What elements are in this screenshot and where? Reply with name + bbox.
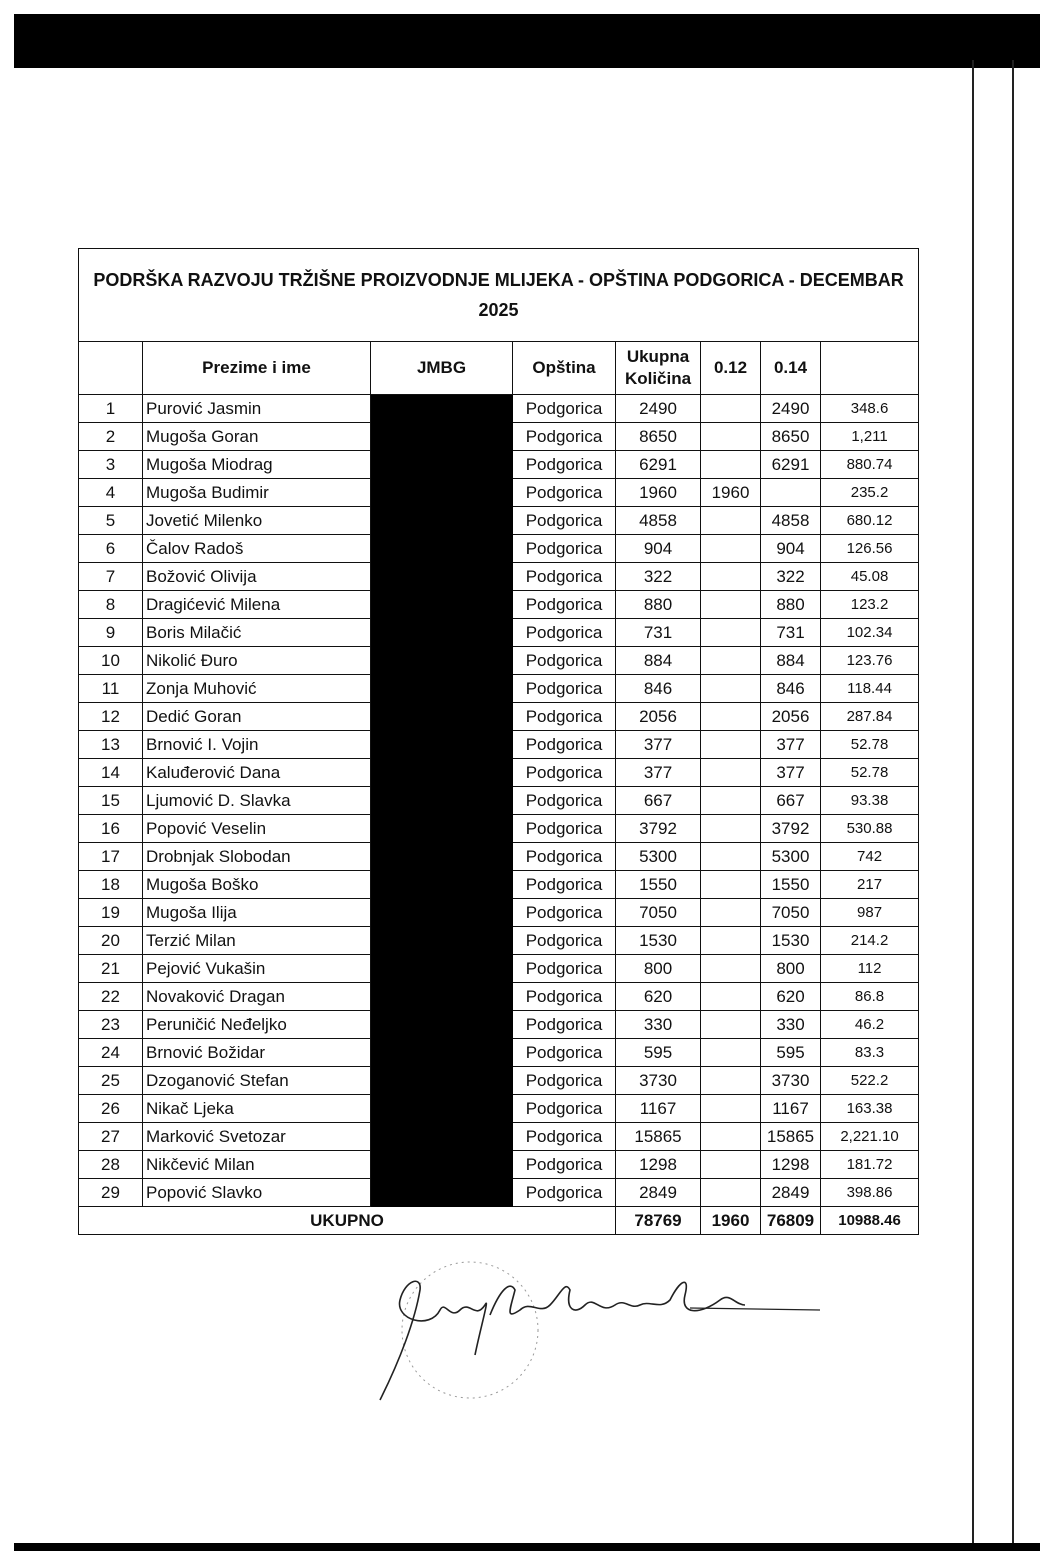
- iznos: 118.44: [821, 675, 919, 703]
- kolicina-012: [701, 535, 761, 563]
- farmer-name: Mugoša Boško: [143, 871, 371, 899]
- row-number: 27: [79, 1123, 143, 1151]
- row-number: 28: [79, 1151, 143, 1179]
- jmbg-redacted: [371, 1011, 513, 1039]
- table-row: [79, 759, 919, 787]
- farmer-name: Popović Slavko: [143, 1179, 371, 1207]
- iznos: 217: [821, 871, 919, 899]
- row-number: 5: [79, 507, 143, 535]
- table-row: [79, 1123, 919, 1151]
- kolicina-012: [701, 759, 761, 787]
- iznos: 987: [821, 899, 919, 927]
- jmbg-redacted: [371, 1067, 513, 1095]
- iznos: 181.72: [821, 1151, 919, 1179]
- ukupna-kolicina: 884: [616, 647, 701, 675]
- opstina: Podgorica: [513, 759, 616, 787]
- table-row: [79, 843, 919, 871]
- kolicina-012: [701, 619, 761, 647]
- table-row: [79, 871, 919, 899]
- farmer-name: Mugoša Miodrag: [143, 451, 371, 479]
- row-number: 11: [79, 675, 143, 703]
- kolicina-014: 377: [761, 731, 821, 759]
- kolicina-012: [701, 1039, 761, 1067]
- row-number: 4: [79, 479, 143, 507]
- header-prezime-ime: Prezime i ime: [143, 342, 371, 395]
- table-row: [79, 591, 919, 619]
- kolicina-012: [701, 815, 761, 843]
- ukupna-kolicina: 620: [616, 983, 701, 1011]
- iznos: 102.34: [821, 619, 919, 647]
- jmbg-redacted: [371, 871, 513, 899]
- opstina: Podgorica: [513, 507, 616, 535]
- table-row: [79, 451, 919, 479]
- ukupna-kolicina: 3792: [616, 815, 701, 843]
- row-number: 8: [79, 591, 143, 619]
- kolicina-014: 3792: [761, 815, 821, 843]
- iznos: 163.38: [821, 1095, 919, 1123]
- jmbg-redacted: [371, 507, 513, 535]
- table-row: [79, 1039, 919, 1067]
- iznos: 52.78: [821, 759, 919, 787]
- opstina: Podgorica: [513, 535, 616, 563]
- table-row: [79, 1011, 919, 1039]
- jmbg-redacted: [371, 423, 513, 451]
- opstina: Podgorica: [513, 479, 616, 507]
- opstina: Podgorica: [513, 563, 616, 591]
- opstina: Podgorica: [513, 1011, 616, 1039]
- header-iznos: [821, 342, 919, 395]
- jmbg-redacted: [371, 759, 513, 787]
- kolicina-014: 595: [761, 1039, 821, 1067]
- table-row: [79, 647, 919, 675]
- opstina: Podgorica: [513, 955, 616, 983]
- ukupna-kolicina: 1298: [616, 1151, 701, 1179]
- ukupna-kolicina: 2056: [616, 703, 701, 731]
- opstina: Podgorica: [513, 787, 616, 815]
- opstina: Podgorica: [513, 395, 616, 423]
- farmer-name: Brnović I. Vojin: [143, 731, 371, 759]
- iznos: 880.74: [821, 451, 919, 479]
- document-title: PODRŠKA RAZVOJU TRŽIŠNE PROIZVODNJE MLIJEKA - OPŠTINA PODGORICA - DECEMBAR 2025: [79, 249, 919, 342]
- kolicina-014: 330: [761, 1011, 821, 1039]
- payment-table: [78, 248, 919, 1235]
- ukupna-kolicina: 904: [616, 535, 701, 563]
- jmbg-redacted: [371, 703, 513, 731]
- iznos: 123.2: [821, 591, 919, 619]
- iznos: 123.76: [821, 647, 919, 675]
- jmbg-redacted: [371, 955, 513, 983]
- iznos: 530.88: [821, 815, 919, 843]
- header-012: 0.12: [701, 342, 761, 395]
- row-number: 7: [79, 563, 143, 591]
- kolicina-012: [701, 731, 761, 759]
- opstina: Podgorica: [513, 899, 616, 927]
- kolicina-014: 2056: [761, 703, 821, 731]
- table-row: [79, 535, 919, 563]
- jmbg-redacted: [371, 899, 513, 927]
- total-012: 1960: [701, 1207, 761, 1235]
- header-rb: [79, 342, 143, 395]
- signature-stamp: [360, 1260, 830, 1410]
- iznos: 126.56: [821, 535, 919, 563]
- kolicina-014: 1298: [761, 1151, 821, 1179]
- kolicina-012: [701, 927, 761, 955]
- farmer-name: Purović Jasmin: [143, 395, 371, 423]
- iznos: 398.86: [821, 1179, 919, 1207]
- header-opstina: Opština: [513, 342, 616, 395]
- farmer-name: Terzić Milan: [143, 927, 371, 955]
- table-row: [79, 955, 919, 983]
- farmer-name: Peruničić Neđeljko: [143, 1011, 371, 1039]
- table-row: [79, 1179, 919, 1207]
- jmbg-redacted: [371, 983, 513, 1011]
- kolicina-012: [701, 983, 761, 1011]
- kolicina-014: 5300: [761, 843, 821, 871]
- kolicina-014: 2490: [761, 395, 821, 423]
- opstina: Podgorica: [513, 1095, 616, 1123]
- farmer-name: Kaluđerović Dana: [143, 759, 371, 787]
- row-number: 20: [79, 927, 143, 955]
- kolicina-014: 4858: [761, 507, 821, 535]
- jmbg-redacted: [371, 675, 513, 703]
- header-jmbg: JMBG: [371, 342, 513, 395]
- iznos: 45.08: [821, 563, 919, 591]
- jmbg-redacted: [371, 1179, 513, 1207]
- table-row: [79, 507, 919, 535]
- farmer-name: Nikčević Milan: [143, 1151, 371, 1179]
- row-number: 12: [79, 703, 143, 731]
- jmbg-redacted: [371, 479, 513, 507]
- kolicina-012: 1960: [701, 479, 761, 507]
- farmer-name: Dedić Goran: [143, 703, 371, 731]
- kolicina-012: [701, 591, 761, 619]
- kolicina-014: 884: [761, 647, 821, 675]
- table-row: [79, 731, 919, 759]
- total-iznos: 10988.46: [821, 1207, 919, 1235]
- jmbg-redacted: [371, 927, 513, 955]
- row-number: 23: [79, 1011, 143, 1039]
- row-number: 21: [79, 955, 143, 983]
- table-row: [79, 927, 919, 955]
- row-number: 6: [79, 535, 143, 563]
- farmer-name: Drobnjak Slobodan: [143, 843, 371, 871]
- farmer-name: Čalov Radoš: [143, 535, 371, 563]
- kolicina-012: [701, 703, 761, 731]
- farmer-name: Dzoganović Stefan: [143, 1067, 371, 1095]
- kolicina-012: [701, 395, 761, 423]
- header-014: 0.14: [761, 342, 821, 395]
- kolicina-014: 2849: [761, 1179, 821, 1207]
- ukupna-kolicina: 6291: [616, 451, 701, 479]
- kolicina-014: 1530: [761, 927, 821, 955]
- row-number: 2: [79, 423, 143, 451]
- iznos: 742: [821, 843, 919, 871]
- jmbg-redacted: [371, 1123, 513, 1151]
- kolicina-012: [701, 1095, 761, 1123]
- ukupna-kolicina: 667: [616, 787, 701, 815]
- farmer-name: Brnović Božidar: [143, 1039, 371, 1067]
- opstina: Podgorica: [513, 1067, 616, 1095]
- jmbg-redacted: [371, 535, 513, 563]
- ukupna-kolicina: 2849: [616, 1179, 701, 1207]
- row-number: 3: [79, 451, 143, 479]
- table-row: [79, 703, 919, 731]
- ukupna-kolicina: 15865: [616, 1123, 701, 1151]
- opstina: Podgorica: [513, 927, 616, 955]
- scan-top-bar: [14, 14, 1040, 68]
- total-row: [79, 1207, 919, 1235]
- kolicina-014: 800: [761, 955, 821, 983]
- ukupna-kolicina: 2490: [616, 395, 701, 423]
- kolicina-014: 322: [761, 563, 821, 591]
- jmbg-redacted: [371, 815, 513, 843]
- farmer-name: Jovetić Milenko: [143, 507, 371, 535]
- kolicina-014: 846: [761, 675, 821, 703]
- kolicina-012: [701, 843, 761, 871]
- kolicina-012: [701, 647, 761, 675]
- scan-edge-line: [972, 60, 974, 1550]
- opstina: Podgorica: [513, 843, 616, 871]
- row-number: 13: [79, 731, 143, 759]
- kolicina-014: 667: [761, 787, 821, 815]
- kolicina-012: [701, 1151, 761, 1179]
- total-kolicina: 78769: [616, 1207, 701, 1235]
- table-row: [79, 619, 919, 647]
- row-number: 16: [79, 815, 143, 843]
- kolicina-012: [701, 563, 761, 591]
- opstina: Podgorica: [513, 815, 616, 843]
- kolicina-014: 1550: [761, 871, 821, 899]
- kolicina-014: 731: [761, 619, 821, 647]
- jmbg-redacted: [371, 1095, 513, 1123]
- jmbg-redacted: [371, 1151, 513, 1179]
- jmbg-redacted: [371, 1039, 513, 1067]
- ukupna-kolicina: 595: [616, 1039, 701, 1067]
- farmer-name: Pejović Vukašin: [143, 955, 371, 983]
- table-row: [79, 1095, 919, 1123]
- kolicina-014: 904: [761, 535, 821, 563]
- opstina: Podgorica: [513, 591, 616, 619]
- opstina: Podgorica: [513, 1151, 616, 1179]
- kolicina-014: 7050: [761, 899, 821, 927]
- kolicina-014: 880: [761, 591, 821, 619]
- farmer-name: Boris Milačić: [143, 619, 371, 647]
- farmer-name: Zonja Muhović: [143, 675, 371, 703]
- scan-edge-line: [1012, 60, 1014, 1550]
- jmbg-redacted: [371, 395, 513, 423]
- kolicina-012: [701, 1067, 761, 1095]
- total-014: 76809: [761, 1207, 821, 1235]
- farmer-name: Nikolić Đuro: [143, 647, 371, 675]
- iznos: 112: [821, 955, 919, 983]
- table-row: [79, 787, 919, 815]
- total-label: UKUPNO: [79, 1207, 616, 1235]
- ukupna-kolicina: 8650: [616, 423, 701, 451]
- opstina: Podgorica: [513, 703, 616, 731]
- jmbg-redacted: [371, 619, 513, 647]
- row-number: 14: [79, 759, 143, 787]
- farmer-name: Novaković Dragan: [143, 983, 371, 1011]
- jmbg-redacted: [371, 843, 513, 871]
- kolicina-014: 3730: [761, 1067, 821, 1095]
- iznos: 86.8: [821, 983, 919, 1011]
- iznos: 46.2: [821, 1011, 919, 1039]
- kolicina-014: 6291: [761, 451, 821, 479]
- row-number: 22: [79, 983, 143, 1011]
- ukupna-kolicina: 880: [616, 591, 701, 619]
- iznos: 83.3: [821, 1039, 919, 1067]
- table-row: [79, 395, 919, 423]
- iznos: 214.2: [821, 927, 919, 955]
- jmbg-redacted: [371, 731, 513, 759]
- opstina: Podgorica: [513, 983, 616, 1011]
- table-row: [79, 1151, 919, 1179]
- kolicina-012: [701, 899, 761, 927]
- kolicina-012: [701, 507, 761, 535]
- kolicina-012: [701, 423, 761, 451]
- farmer-name: Dragićević Milena: [143, 591, 371, 619]
- opstina: Podgorica: [513, 1039, 616, 1067]
- scan-bottom-bar: [14, 1543, 1040, 1551]
- opstina: Podgorica: [513, 451, 616, 479]
- farmer-name: Mugoša Ilija: [143, 899, 371, 927]
- ukupna-kolicina: 846: [616, 675, 701, 703]
- kolicina-014: [761, 479, 821, 507]
- farmer-name: Nikač Ljeka: [143, 1095, 371, 1123]
- iznos: 680.12: [821, 507, 919, 535]
- kolicina-012: [701, 1123, 761, 1151]
- kolicina-014: 8650: [761, 423, 821, 451]
- opstina: Podgorica: [513, 647, 616, 675]
- kolicina-014: 1167: [761, 1095, 821, 1123]
- table-row: [79, 423, 919, 451]
- farmer-name: Mugoša Budimir: [143, 479, 371, 507]
- farmer-name: Popović Veselin: [143, 815, 371, 843]
- iznos: 522.2: [821, 1067, 919, 1095]
- farmer-name: Marković Svetozar: [143, 1123, 371, 1151]
- row-number: 25: [79, 1067, 143, 1095]
- ukupna-kolicina: 377: [616, 759, 701, 787]
- table-row: [79, 675, 919, 703]
- iznos: 93.38: [821, 787, 919, 815]
- ukupna-kolicina: 1960: [616, 479, 701, 507]
- row-number: 26: [79, 1095, 143, 1123]
- kolicina-012: [701, 871, 761, 899]
- opstina: Podgorica: [513, 731, 616, 759]
- table-row: [79, 563, 919, 591]
- ukupna-kolicina: 731: [616, 619, 701, 647]
- kolicina-012: [701, 1179, 761, 1207]
- kolicina-012: [701, 675, 761, 703]
- iznos: 235.2: [821, 479, 919, 507]
- opstina: Podgorica: [513, 871, 616, 899]
- iznos: 348.6: [821, 395, 919, 423]
- row-number: 1: [79, 395, 143, 423]
- jmbg-redacted: [371, 563, 513, 591]
- ukupna-kolicina: 5300: [616, 843, 701, 871]
- iznos: 287.84: [821, 703, 919, 731]
- kolicina-012: [701, 451, 761, 479]
- opstina: Podgorica: [513, 1123, 616, 1151]
- kolicina-012: [701, 787, 761, 815]
- kolicina-014: 15865: [761, 1123, 821, 1151]
- jmbg-redacted: [371, 451, 513, 479]
- iznos: 1,211: [821, 423, 919, 451]
- ukupna-kolicina: 1550: [616, 871, 701, 899]
- table-row: [79, 815, 919, 843]
- ukupna-kolicina: 377: [616, 731, 701, 759]
- kolicina-014: 620: [761, 983, 821, 1011]
- ukupna-kolicina: 800: [616, 955, 701, 983]
- row-number: 24: [79, 1039, 143, 1067]
- row-number: 17: [79, 843, 143, 871]
- jmbg-redacted: [371, 647, 513, 675]
- opstina: Podgorica: [513, 675, 616, 703]
- kolicina-012: [701, 955, 761, 983]
- row-number: 9: [79, 619, 143, 647]
- row-number: 15: [79, 787, 143, 815]
- farmer-name: Mugoša Goran: [143, 423, 371, 451]
- farmer-name: Ljumović D. Slavka: [143, 787, 371, 815]
- table-row: [79, 983, 919, 1011]
- iznos: 52.78: [821, 731, 919, 759]
- ukupna-kolicina: 7050: [616, 899, 701, 927]
- jmbg-redacted: [371, 591, 513, 619]
- kolicina-012: [701, 1011, 761, 1039]
- opstina: Podgorica: [513, 1179, 616, 1207]
- ukupna-kolicina: 1530: [616, 927, 701, 955]
- row-number: 19: [79, 899, 143, 927]
- row-number: 29: [79, 1179, 143, 1207]
- kolicina-014: 377: [761, 759, 821, 787]
- row-number: 10: [79, 647, 143, 675]
- ukupna-kolicina: 330: [616, 1011, 701, 1039]
- jmbg-redacted: [371, 787, 513, 815]
- iznos: 2,221.10: [821, 1123, 919, 1151]
- ukupna-kolicina: 1167: [616, 1095, 701, 1123]
- opstina: Podgorica: [513, 423, 616, 451]
- ukupna-kolicina: 322: [616, 563, 701, 591]
- row-number: 18: [79, 871, 143, 899]
- table-row: [79, 1067, 919, 1095]
- ukupna-kolicina: 3730: [616, 1067, 701, 1095]
- header-ukupna-kolicina: Ukupna Količina: [616, 342, 701, 395]
- table-row: [79, 479, 919, 507]
- opstina: Podgorica: [513, 619, 616, 647]
- ukupna-kolicina: 4858: [616, 507, 701, 535]
- table-row: [79, 899, 919, 927]
- farmer-name: Božović Olivija: [143, 563, 371, 591]
